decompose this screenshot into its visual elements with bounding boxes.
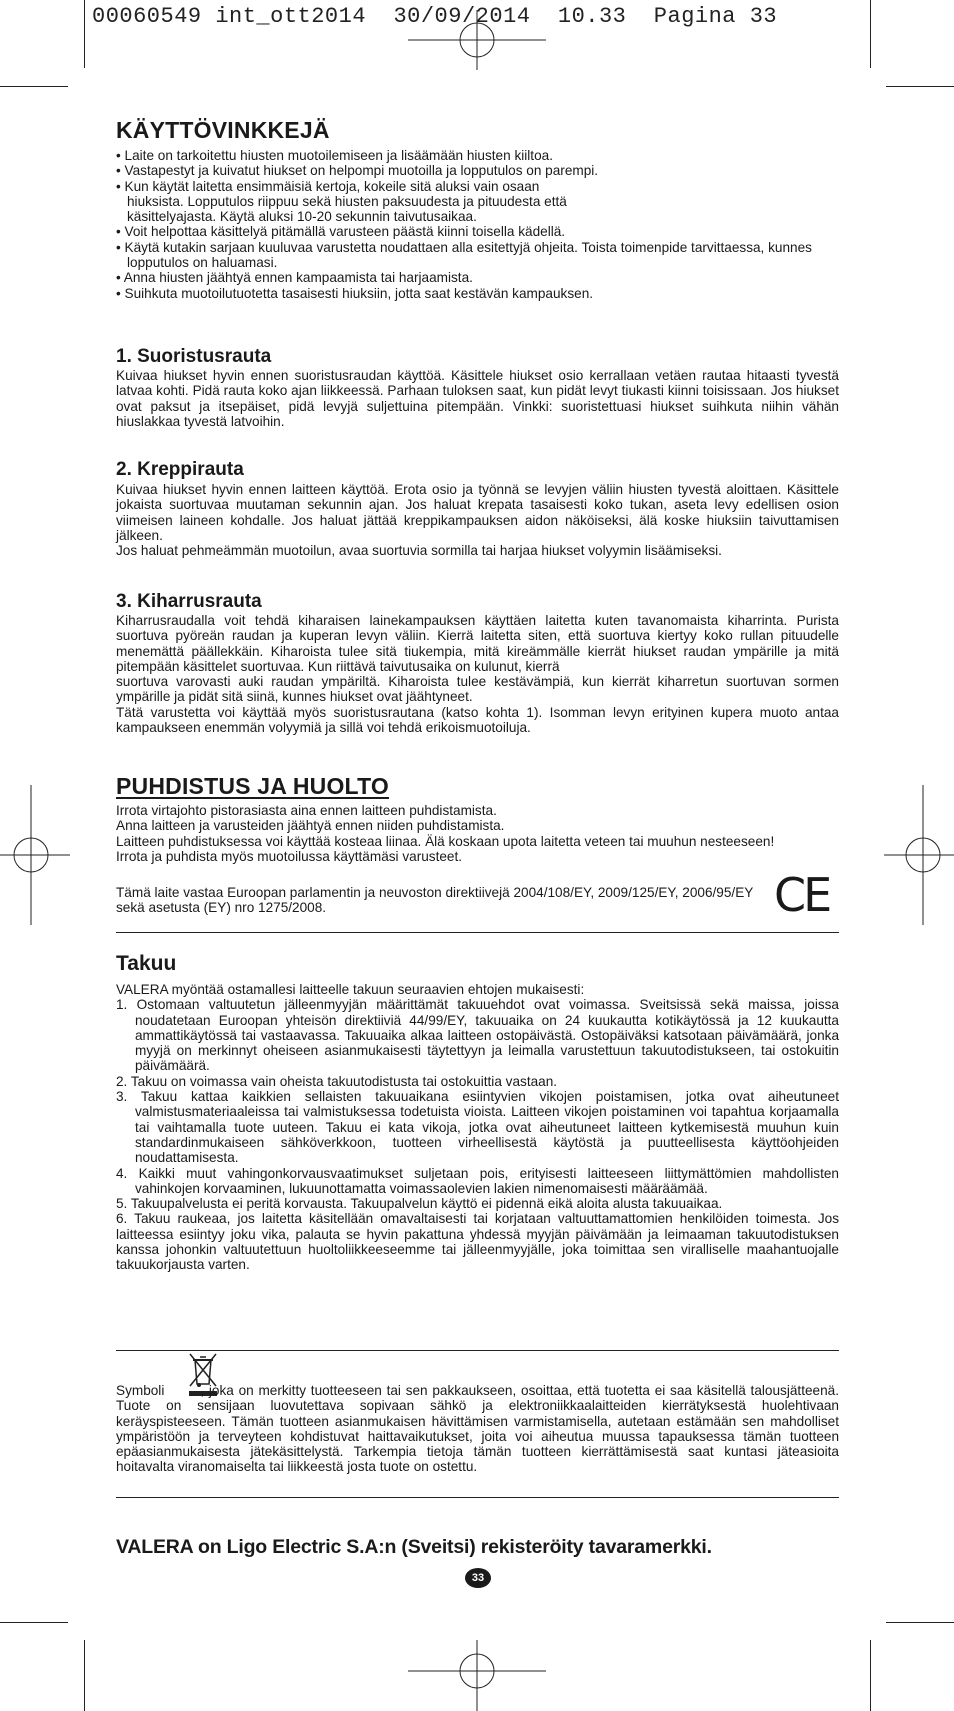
tips-heading: KÄYTTÖVINKKEJÄ <box>116 117 330 143</box>
list-item: 5. Takuupalvelusta ei peritä korvausta. Takuupalvelun käyttö ei pidennä eikä aloita alusta takuuaikaa. <box>116 1196 723 1212</box>
warranty-intro: VALERA myöntää ostamallesi laitteelle takuun seuraavien ehtojen mukaisesti: <box>116 982 585 997</box>
curler-paragraph-1: Kiharrusraudalla voit tehdä kiharaisen lainekampauksen käyttäen laitetta kuten tavanomaista kiharrinta. Purista suortuva pyöreän raudan ja kuperan levyn väliin. Kierrä laitetta siten, että suortuva kiertyy koko rullan pituudelle menemättä päällekkäin. Kiharoista tulee sitä tiukempia, mitä kireämmälle kierrät hiukset raudan ympärille ja mitä pitempään käsittelet suortuvaa. Kun riittävä taivutusaika on kulunut, kierrä <box>116 613 839 674</box>
list-item: • Käytä kutakin sarjaan kuuluvaa varustetta noudattaen alla esitettyjä ohjeita. Toista toimenpide tarvittaessa, kunnes lopputulos on haluamasi. <box>116 239 812 271</box>
curler-paragraph-2: suortuva varovasti auki raudan ympäriltä. Kiharoista tulee kestävämpiä, kun kierrät kiharretun suortuvan sormen ympärille ja pidät sitä siinä, kunnes hiukset ovat jäähtyneet. <box>116 674 839 705</box>
registration-mark-left <box>0 785 70 925</box>
registration-mark-bottom <box>400 1640 554 1711</box>
divider <box>116 1497 839 1498</box>
list-item: 1. Ostomaan valtuutetun jälleenmyyjän määrittämät takuuehdot ovat voimassa. Sveitsissä sekä maissa, joissa noudatetaan Euroopan yhteisön direktiiviä 44/99/EY, takuuaika on 24 kuukautta kotikäytössä ja 12 kuukautta ammattikäytössä tai vastaavassa. Takuuaika alkaa laitteen ostopäivästä. Ostopäiväksi katsotaan päivämäärä, jonka myyjä on merkinnyt oheiseen asianmukaisesti täytettyyn ja leimalla varustettuun takuutodistukseen, tai ostokuitin päivämäärä. <box>116 997 839 1074</box>
crimper-section <box>116 482 839 558</box>
curler-paragraph-3: Tätä varustetta voi käyttää myös suoristusrautana (katso kohta 1). Isomman levyn erityinen kupera muoto antaa kampaukseen enemmän volyymiä ja sillä voi tehdä erikoismuotoiluja. <box>116 704 839 736</box>
crimper-paragraph: Kuivaa hiukset hyvin ennen laitteen käyttöä. Erota osio ja työnnä se levyjen väliin hiusten tyvestä aloittaen. Käsittele jokaista suortuvaa muutaman sekunnin ajan. Jos haluat krepata tasaisesti koko tukan, aseta levy edellisen osion viimeisen laineen kohdalle. Jos haluat jättää kreppikampauksen aidon näköiseksi, älä koske hiuksiin taivuttamisen jälkeen. <box>116 482 839 543</box>
list-item: • Kun käytät laitetta ensimmäisiä kertoja, kokeile sitä aluksi vain osaan hiuksista. Lopputulos riippuu sekä hiusten paksuudesta ja pituudesta että käsittelyajasta. Käytä aluksi 10-20 sekunnin taivutusaikaa. <box>116 178 567 225</box>
tips-list <box>116 148 839 301</box>
directive-text: Tämä laite vastaa Euroopan parlamentin ja neuvoston direktiivejä 2004/108/EY, 2009/125/EY, 2006/95/EY sekä asetusta (EY) nro 1275/2008. <box>116 885 754 916</box>
cleaning-heading: PUHDISTUS JA HUOLTO <box>116 773 390 799</box>
cleaning-line: Irrota virtajohto pistorasiasta aina ennen laitteen puhdistamista. <box>116 803 497 818</box>
crimper-tip: Jos haluat pehmeämmän muotoilun, avaa suortuvia sormilla tai harjaa hiukset volyymin lisäämiseksi. <box>116 543 722 559</box>
warranty-terms <box>116 997 839 1211</box>
weee-text: , joka on merkitty tuotteeseen tai sen pakkaukseen, osoittaa, että tuotetta ei saa käsitellä talousjätteenä. Tuote on sensijaan luovutettava sopivaan sähkö ja elektroniikkaalaitteiden kierrätyksestä huolehtivaan keräyspisteeseen. Tämän tuotteen asianmukaisen hävittämisen varmistamisella, autetaan estämään sen mahdolliset ympäristöön ja terveyteen kohdistuvat haittavaikutukset, joita voi aiheutua muussa tapauksessa tämän tuotteen epäasianmukaisesta jätekäsittelystä. Tarkempia tietoja tämän tuotteen kierrättämisestä saat kuntasi jäteasioita hoitavalta viranomaiselta tai liikkeestä josta tuote on ostettu. <box>116 1383 839 1475</box>
warranty-term-6: 6. Takuu raukeaa, jos laitetta käsitellään omavaltaisesti tai korjataan valtuuttamattomien henkilöiden toimesta. Jos laitteessa esiintyy joku vika, palauta se hyvin pakattuna yhdessä myyjän päivämään ja leimaaman takuutodistuksen kanssa johonkin valtuutettuun huoltoliikkeeseemme tai jälleenmyyjälle, joka toimittaa sen viralliselle maahantuojalle takuukorjausta varten. <box>116 1211 839 1273</box>
warranty-heading: Takuu <box>116 952 177 975</box>
tips-section <box>116 148 839 301</box>
divider <box>116 1350 839 1351</box>
crimper-heading: 2. Kreppirauta <box>116 459 244 480</box>
cleaning-line: Irrota ja puhdista myös muotoilussa käyttämäsi varusteet. <box>116 848 463 864</box>
registration-mark-right <box>884 785 954 925</box>
list-item: 4. Kaikki muut vahingonkorvausvaatimukset suljetaan pois, erityisesti laitteeseen liittymättömien mahdollisten vahinkojen korvaaminen, lukuunottamatta voimassaolevien lakien nimenomaisesti määräämää. <box>116 1165 839 1196</box>
list-item: 3. Takuu kattaa kaikkien sellaisten takuuaikana esiintyvien vikojen poistamisen, jotka ovat aiheutuneet valmistusmateriaaleissa tai valmistuksessa todetuista vioista. Laitteen vikojen poistaminen voi tapahtua korjaamalla tai vaihtamalla tuote uuteen. Takuu ei kata vikoja, jotka ovat aiheutuneet laitteen kytkemisestä muuhun kuin standardinmukaiseen sähköverkkoon, tuotteen virheellisestä käytöstä ja puutteellisesta käyttöohjeiden noudattamisesta. <box>116 1089 839 1166</box>
warranty-section <box>116 982 839 1273</box>
ce-mark: CE <box>774 868 830 922</box>
weee-lead: Symboli <box>116 1383 165 1398</box>
list-item: • Vastapestyt ja kuivatut hiukset on helpompi muotoilla ja lopputulos on parempi. <box>116 163 599 179</box>
curler-heading: 3. Kiharrusrauta <box>116 591 262 612</box>
straightener-text: Kuivaa hiukset hyvin ennen suoristusraudan käyttöä. Käsittele hiukset osio kerrallaan vetäen rautaa hitaasti tyvestä latvaa kohti. Pidä rauta koko ajan liikkeessä. Parhaan tuloksen saat, kun pidät levyt tiukasti kiinni toisissaan. Jos hiukset ovat paksut ja itsepäiset, pidä levyjä suljettuina pitempään. Vinkki: suoristettuasi hiukset suihkuta niihin vähän hiuslakkaa tyvestä latvoihin. <box>116 368 839 429</box>
cleaning-section <box>116 803 839 864</box>
list-item: • Voit helpottaa käsittelyä pitämällä varusteen päästä kiinni toisella kädellä. <box>116 224 566 240</box>
print-header: 00060549 int_ott2014 30/09/2014 10.33 Pagina 33 <box>92 4 778 29</box>
list-item: • Suihkuta muotoilutuotetta tasaisesti hiuksiin, jotta saat kestävän kampauksen. <box>116 285 594 301</box>
straightener-heading: 1. Suoristusrauta <box>116 346 272 367</box>
trademark-notice: VALERA on Ligo Electric S.A:n (Sveitsi) rekisteröity tavaramerkki. <box>116 1536 712 1558</box>
cleaning-line: Laitteen puhdistuksessa voi käyttää kosteaa liinaa. Älä koskaan upota laitetta veteen tai muuhun nesteeseen! <box>116 833 775 849</box>
page-number: 33 <box>465 1568 491 1588</box>
list-item: • Laite on tarkoitettu hiusten muotoilemiseen ja lisäämään hiusten kiiltoa. <box>116 148 553 163</box>
divider <box>116 932 839 933</box>
registration-mark-top <box>400 10 554 70</box>
list-item: 2. Takuu on voimassa vain oheista takuutodistusta tai ostokuittia vastaan. <box>116 1073 558 1089</box>
curler-section <box>116 613 839 735</box>
cleaning-line: Anna laitteen ja varusteiden jäähtyä ennen niiden puhdistamista. <box>116 818 505 834</box>
weee-notice <box>116 1383 839 1475</box>
list-item: • Anna hiusten jäähtyä ennen kampaamista tai harjaamista. <box>116 270 473 286</box>
